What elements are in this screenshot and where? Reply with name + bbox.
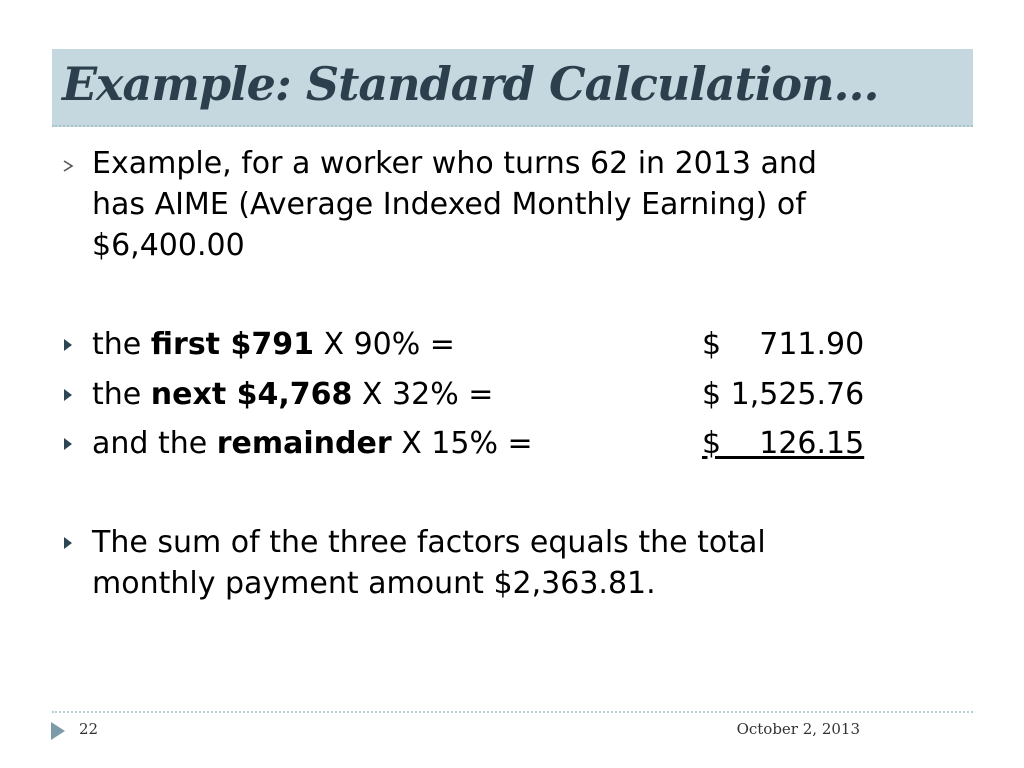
first-tier-suffix: X 90% = — [313, 327, 455, 362]
solid-triangle-icon — [62, 536, 74, 550]
sum-text — [92, 522, 952, 604]
next-tier-amount: $ 1,525.76 — [702, 377, 865, 412]
bullet-intro-text — [92, 143, 952, 266]
sum-line-1: The sum of the three factors equals the total — [92, 525, 766, 560]
triangle-icon — [50, 721, 66, 741]
first-tier-bold: first $791 — [150, 327, 314, 362]
footer-date: October 2, 2013 — [736, 720, 860, 738]
remainder-tier-prefix: and the — [92, 426, 217, 461]
remainder-tier-bold: remainder — [216, 426, 392, 461]
remainder-tier-suffix: X 15% = — [391, 426, 533, 461]
solid-triangle-icon — [62, 388, 74, 402]
page-number: 22 — [79, 720, 99, 738]
intro-line-3: $6,400.00 — [92, 228, 245, 263]
remainder-tier-amount: $ 126.15 — [702, 426, 865, 461]
hollow-arrow-icon — [62, 159, 74, 173]
first-tier-amount: $ 711.90 — [702, 327, 865, 362]
title-bar — [52, 49, 973, 127]
slide-title: Example: Standard Calculation… — [62, 57, 879, 111]
next-tier-suffix: X 32% = — [352, 377, 494, 412]
intro-line-1: Example, for a worker who turns 62 in 2013 and — [92, 146, 817, 181]
first-tier-prefix: the — [92, 327, 151, 362]
sum-line-2: monthly payment amount $2,363.81. — [92, 566, 656, 601]
next-tier-bold: next $4,768 — [150, 377, 353, 412]
solid-triangle-icon — [62, 338, 74, 352]
next-tier-prefix: the — [92, 377, 151, 412]
solid-triangle-icon — [62, 437, 74, 451]
footer-divider — [52, 711, 973, 713]
intro-line-2: has AIME (Average Indexed Monthly Earning) of — [92, 187, 806, 222]
